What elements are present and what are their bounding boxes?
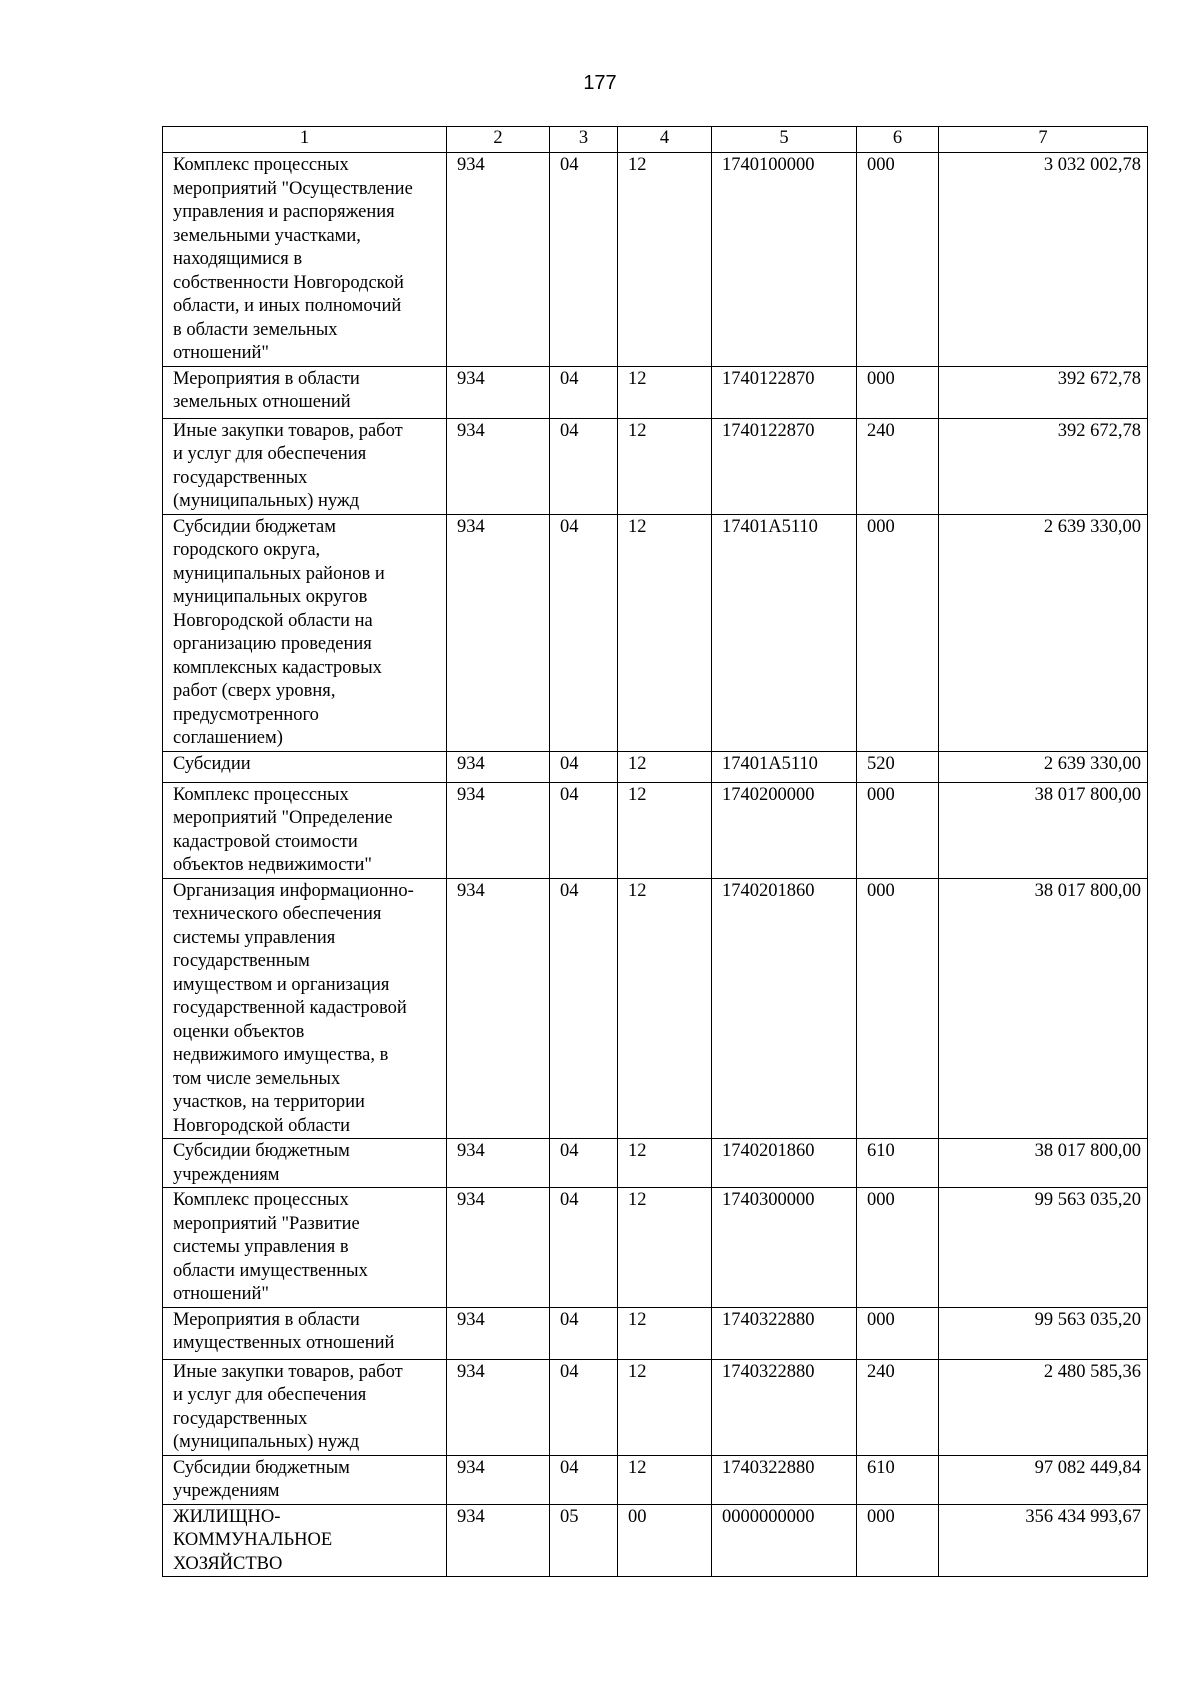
cell-code-3: 04	[550, 782, 618, 878]
cell-code-5: 1740322880	[712, 1307, 857, 1359]
row-name: Комплекс процессных мероприятий "Определение кадастровой стоимости объектов недвижимости"	[163, 782, 447, 878]
cell-code-6: 240	[857, 418, 939, 514]
cell-code-2: 934	[447, 1504, 550, 1577]
cell-code-6: 000	[857, 1307, 939, 1359]
cell-code-5: 1740201860	[712, 1139, 857, 1188]
cell-code-3: 04	[550, 153, 618, 367]
cell-code-6: 000	[857, 514, 939, 751]
cell-code-2: 934	[447, 366, 550, 418]
table-row	[163, 782, 1148, 878]
cell-amount: 38 017 800,00	[939, 878, 1148, 1139]
cell-code-2: 934	[447, 878, 550, 1139]
cell-amount: 38 017 800,00	[939, 1139, 1148, 1188]
page-number: 177	[583, 72, 617, 94]
cell-code-4: 00	[618, 1504, 712, 1577]
row-name: Организация информационно- технического обеспечения системы управления государственным имуществом и организация государственной кадастровой оценки объектов недвижимого имущества, в том числе земельных участков, на территории Новгородской области	[163, 878, 447, 1139]
cell-code-5: 1740100000	[712, 153, 857, 367]
row-name: Субсидии бюджетным учреждениям	[163, 1455, 447, 1504]
table-row	[163, 366, 1148, 418]
cell-code-5: 17401A5110	[712, 751, 857, 782]
cell-code-4: 12	[618, 514, 712, 751]
cell-code-4: 12	[618, 1188, 712, 1308]
column-header-6: 6	[857, 127, 939, 153]
cell-code-5: 1740122870	[712, 418, 857, 514]
cell-amount: 392 672,78	[939, 418, 1148, 514]
cell-code-3: 04	[550, 878, 618, 1139]
row-name: Мероприятия в области имущественных отношений	[163, 1307, 447, 1359]
cell-code-4: 12	[618, 1139, 712, 1188]
row-name: Иные закупки товаров, работ и услуг для обеспечения государственных (муниципальных) нужд	[163, 418, 447, 514]
cell-amount: 2 639 330,00	[939, 514, 1148, 751]
cell-code-2: 934	[447, 1359, 550, 1455]
cell-code-3: 04	[550, 514, 618, 751]
table-row	[163, 751, 1148, 782]
cell-amount: 97 082 449,84	[939, 1455, 1148, 1504]
cell-amount: 2 480 585,36	[939, 1359, 1148, 1455]
row-name: Субсидии	[163, 751, 447, 782]
cell-code-3: 04	[550, 751, 618, 782]
cell-code-3: 04	[550, 1307, 618, 1359]
cell-code-6: 240	[857, 1359, 939, 1455]
cell-code-6: 000	[857, 782, 939, 878]
cell-amount: 99 563 035,20	[939, 1307, 1148, 1359]
cell-code-6: 000	[857, 153, 939, 367]
table-row	[163, 1359, 1148, 1455]
cell-code-6: 520	[857, 751, 939, 782]
cell-code-5: 1740322880	[712, 1455, 857, 1504]
cell-code-2: 934	[447, 1455, 550, 1504]
table-row	[163, 514, 1148, 751]
cell-code-6: 610	[857, 1139, 939, 1188]
row-name: Комплекс процессных мероприятий "Развитие системы управления в области имущественных отношений"	[163, 1188, 447, 1308]
column-header-5: 5	[712, 127, 857, 153]
cell-code-5: 0000000000	[712, 1504, 857, 1577]
cell-code-2: 934	[447, 418, 550, 514]
cell-code-4: 12	[618, 782, 712, 878]
cell-code-4: 12	[618, 1307, 712, 1359]
cell-code-5: 1740122870	[712, 366, 857, 418]
cell-code-4: 12	[618, 418, 712, 514]
header-row	[163, 127, 1148, 153]
row-name: Мероприятия в области земельных отношений	[163, 366, 447, 418]
cell-code-2: 934	[447, 782, 550, 878]
cell-code-2: 934	[447, 514, 550, 751]
cell-code-3: 05	[550, 1504, 618, 1577]
row-name: Комплекс процессных мероприятий "Осуществление управления и распоряжения земельными участками, находящимися в собственности Новгородской области, и иных полномочий в области земельных отношений"	[163, 153, 447, 367]
cell-code-3: 04	[550, 366, 618, 418]
cell-code-2: 934	[447, 751, 550, 782]
cell-amount: 2 639 330,00	[939, 751, 1148, 782]
row-name: Субсидии бюджетам городского округа, муниципальных районов и муниципальных округов Новгородской области на организацию проведения комплексных кадастровых работ (сверх уровня, предусмотренного соглашением)	[163, 514, 447, 751]
budget-table	[162, 126, 1148, 1577]
table-row	[163, 1188, 1148, 1308]
cell-code-5: 1740200000	[712, 782, 857, 878]
table-row	[163, 1455, 1148, 1504]
cell-code-4: 12	[618, 153, 712, 367]
column-header-1: 1	[163, 127, 447, 153]
row-name: ЖИЛИЩНО- КОММУНАЛЬНОЕ ХОЗЯЙСТВО	[163, 1504, 447, 1577]
cell-code-3: 04	[550, 1139, 618, 1188]
cell-code-3: 04	[550, 1188, 618, 1308]
cell-code-2: 934	[447, 1188, 550, 1308]
cell-code-2: 934	[447, 153, 550, 367]
cell-amount: 3 032 002,78	[939, 153, 1148, 367]
cell-code-5: 1740201860	[712, 878, 857, 1139]
table-row	[163, 1504, 1148, 1577]
cell-code-4: 12	[618, 878, 712, 1139]
table-row	[163, 1139, 1148, 1188]
cell-code-3: 04	[550, 1359, 618, 1455]
cell-code-6: 000	[857, 366, 939, 418]
cell-code-6: 610	[857, 1455, 939, 1504]
cell-code-4: 12	[618, 1455, 712, 1504]
column-header-2: 2	[447, 127, 550, 153]
cell-code-4: 12	[618, 366, 712, 418]
cell-amount: 99 563 035,20	[939, 1188, 1148, 1308]
cell-code-3: 04	[550, 418, 618, 514]
table-row	[163, 153, 1148, 367]
column-header-7: 7	[939, 127, 1148, 153]
cell-code-4: 12	[618, 1359, 712, 1455]
cell-code-3: 04	[550, 1455, 618, 1504]
row-name: Субсидии бюджетным учреждениям	[163, 1139, 447, 1188]
cell-code-5: 1740300000	[712, 1188, 857, 1308]
table-row	[163, 1307, 1148, 1359]
cell-code-5: 17401A5110	[712, 514, 857, 751]
cell-amount: 356 434 993,67	[939, 1504, 1148, 1577]
cell-code-6: 000	[857, 1188, 939, 1308]
cell-code-5: 1740322880	[712, 1359, 857, 1455]
row-name: Иные закупки товаров, работ и услуг для обеспечения государственных (муниципальных) нужд	[163, 1359, 447, 1455]
cell-amount: 38 017 800,00	[939, 782, 1148, 878]
cell-code-2: 934	[447, 1307, 550, 1359]
cell-code-4: 12	[618, 751, 712, 782]
cell-code-6: 000	[857, 1504, 939, 1577]
cell-amount: 392 672,78	[939, 366, 1148, 418]
table-row	[163, 418, 1148, 514]
cell-code-6: 000	[857, 878, 939, 1139]
table-row	[163, 878, 1148, 1139]
column-header-4: 4	[618, 127, 712, 153]
cell-code-2: 934	[447, 1139, 550, 1188]
column-header-3: 3	[550, 127, 618, 153]
